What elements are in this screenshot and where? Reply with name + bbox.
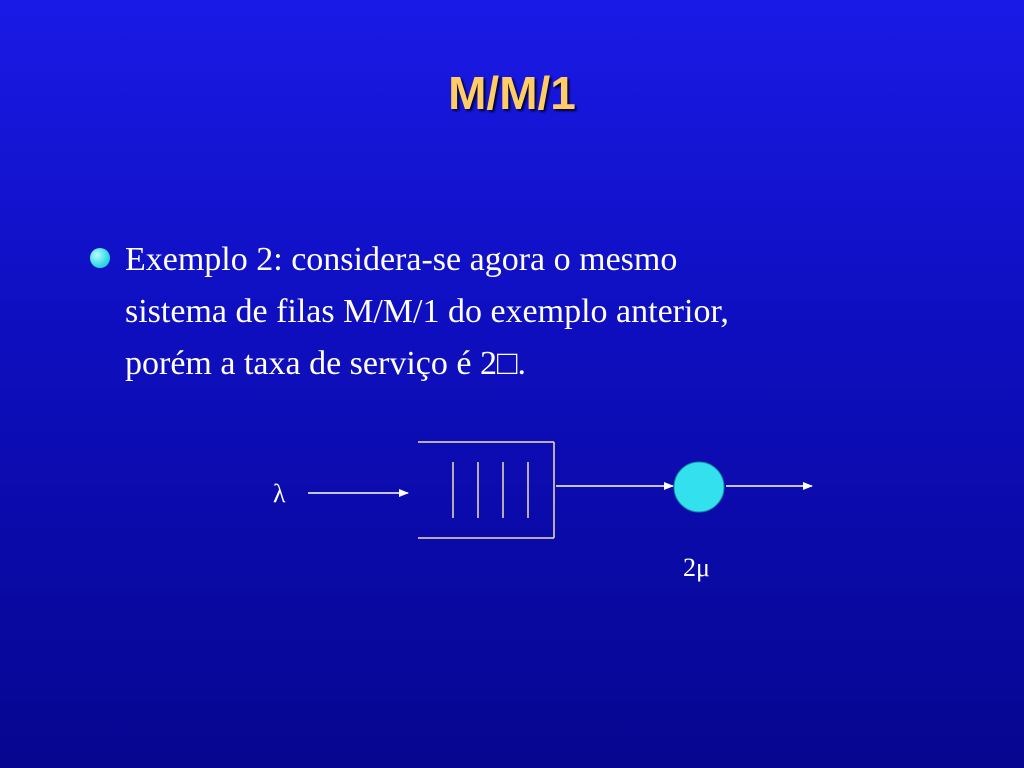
queue-buffer — [418, 442, 554, 538]
bullet-line-2: sistema de filas M/M/1 do exemplo anterior, — [125, 293, 729, 330]
bullet-line-1: Exemplo 2: considera-se agora o mesmo — [125, 241, 678, 278]
arrival-rate-label: λ — [273, 479, 286, 508]
service-rate-label: 2μ — [683, 553, 710, 582]
server-circle — [674, 462, 724, 512]
bullet-line-3: porém a taxa de serviço é 2□. — [125, 345, 526, 382]
slide-title: M/M/1 — [448, 67, 576, 119]
